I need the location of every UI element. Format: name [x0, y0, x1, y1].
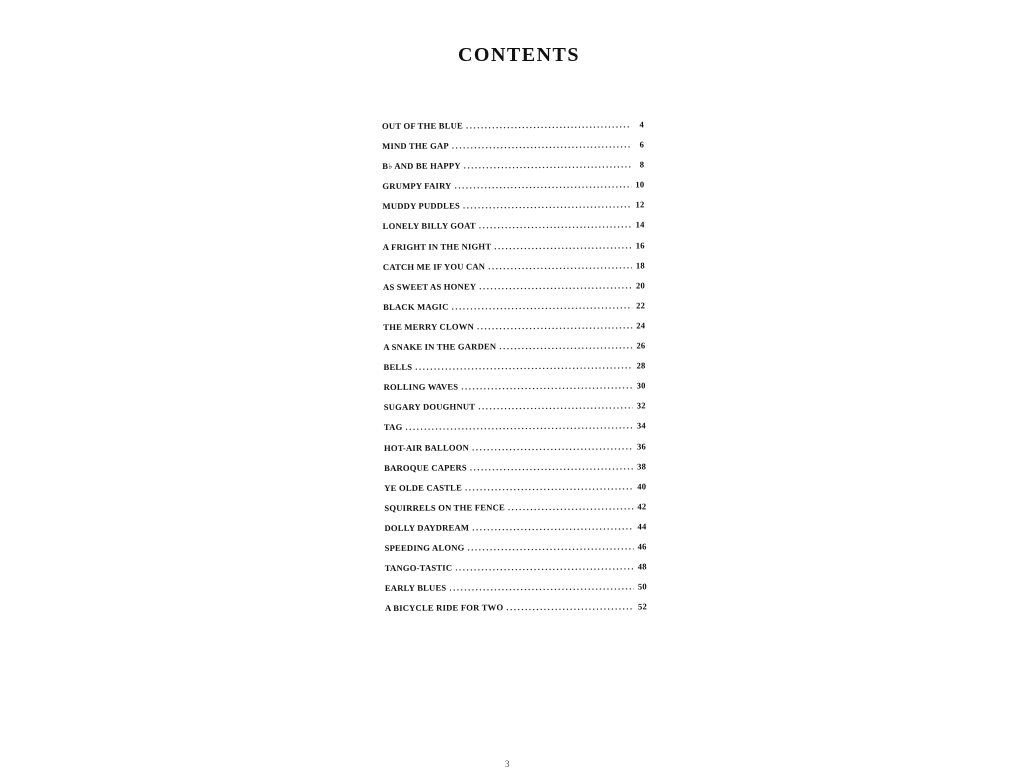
dot-leader: [405, 421, 632, 432]
toc-entry-title: TAG: [383, 422, 403, 433]
dot-leader: [452, 140, 631, 151]
toc-entry-title: MUDDY PUDDLES: [382, 200, 461, 212]
toc-entry-page: 8: [639, 159, 645, 170]
toc-entry-title: A BICYCLE RIDE FOR TWO: [384, 602, 504, 614]
dot-leader: [477, 320, 632, 331]
toc-entry-title: DOLLY DAYDREAM: [384, 522, 470, 533]
toc-entry[interactable]: [382, 200, 644, 222]
dot-leader: [461, 381, 632, 392]
toc-entry-page: 52: [637, 601, 648, 612]
table-of-contents: [382, 119, 647, 623]
toc-entry[interactable]: [385, 602, 647, 624]
dot-leader: [415, 361, 632, 372]
toc-entry-title: YE OLDE CASTLE: [384, 482, 463, 493]
dot-leader: [499, 341, 632, 352]
toc-entry-title: BAROQUE CAPERS: [384, 462, 467, 473]
toc-entry-page: 16: [635, 239, 645, 251]
toc-entry-page: 28: [636, 360, 646, 371]
toc-entry[interactable]: [383, 260, 645, 282]
dot-leader: [449, 582, 634, 593]
toc-entry-page: 48: [637, 561, 647, 572]
toc-entry-page: 22: [636, 300, 646, 311]
dot-leader: [452, 300, 633, 311]
toc-entry-title: LONELY BILLY GOAT: [382, 220, 476, 232]
dot-leader: [506, 602, 634, 613]
toc-entry[interactable]: [384, 521, 646, 543]
toc-entry[interactable]: [382, 160, 644, 182]
dot-leader: [472, 441, 633, 452]
dot-leader: [465, 481, 633, 492]
dot-leader: [467, 541, 633, 552]
toc-entry-title: MIND THE GAP: [382, 140, 449, 152]
toc-entry-page: 4: [639, 119, 645, 130]
dot-leader: [472, 521, 633, 532]
toc-entry[interactable]: [383, 320, 645, 342]
toc-entry-title: THE MERRY CLOWN: [383, 321, 475, 332]
toc-entry-title: HOT-AIR BALLOON: [383, 441, 470, 453]
toc-entry-page: 6: [639, 139, 645, 150]
dot-leader: [455, 180, 632, 191]
toc-entry-title: A FRIGHT IN THE NIGHT: [382, 240, 492, 252]
toc-entry[interactable]: [385, 561, 647, 583]
dot-leader: [488, 260, 632, 271]
toc-entry-title: TANGO-TASTIC: [384, 562, 453, 574]
toc-entry-page: 44: [637, 521, 647, 532]
toc-entry-page: 46: [637, 541, 647, 552]
toc-entry[interactable]: [383, 240, 645, 262]
dot-leader: [455, 562, 634, 573]
toc-entry[interactable]: [384, 481, 646, 503]
toc-entry[interactable]: [383, 340, 645, 362]
toc-entry-page: 10: [635, 179, 645, 190]
dot-leader: [464, 160, 632, 171]
toc-entry-title: CATCH ME IF YOU CAN: [382, 261, 486, 272]
dot-leader: [479, 220, 632, 231]
toc-entry[interactable]: [383, 280, 645, 302]
toc-entry-page: 14: [635, 219, 645, 230]
toc-entry-page: 38: [637, 460, 647, 472]
toc-entry[interactable]: [385, 541, 647, 563]
toc-entry-page: 34: [636, 420, 646, 431]
toc-entry-page: 12: [635, 199, 645, 210]
toc-entry-title: EARLY BLUES: [384, 582, 447, 594]
dot-leader: [494, 240, 632, 251]
toc-entry-page: 32: [636, 400, 646, 411]
dot-leader: [466, 119, 631, 130]
toc-entry[interactable]: [383, 361, 645, 383]
toc-entry-title: OUT OF THE BLUE: [382, 120, 463, 131]
dot-leader: [479, 280, 632, 291]
toc-entry[interactable]: [382, 119, 644, 141]
page-number: 3: [505, 759, 510, 768]
toc-entry[interactable]: [384, 501, 646, 523]
toc-entry[interactable]: [383, 220, 645, 242]
toc-entry-title: SQUIRRELS ON THE FENCE: [384, 502, 505, 513]
toc-entry[interactable]: [384, 461, 646, 483]
toc-entry-page: 40: [637, 481, 647, 492]
toc-entry[interactable]: [382, 180, 644, 202]
page-title: CONTENTS: [457, 44, 581, 66]
toc-entry-page: 30: [636, 380, 646, 391]
dot-leader: [470, 461, 633, 472]
toc-entry[interactable]: [384, 421, 646, 443]
toc-entry-title: AS SWEET AS HONEY: [382, 281, 477, 292]
toc-entry-page: 50: [637, 581, 647, 592]
toc-entry-title: SPEEDING ALONG: [384, 542, 465, 553]
toc-entry-title: BELLS: [383, 361, 413, 373]
dot-leader: [478, 401, 633, 412]
toc-entry-page: 20: [635, 280, 646, 291]
toc-entry-title: GRUMPY FAIRY: [382, 180, 452, 192]
toc-entry-page: 42: [637, 501, 647, 512]
toc-entry-page: 24: [636, 320, 646, 331]
toc-entry-title: A SNAKE IN THE GARDEN: [383, 341, 497, 353]
toc-entry[interactable]: [383, 300, 645, 322]
toc-entry-title: ROLLING WAVES: [383, 381, 459, 393]
toc-entry-title: B♭ AND BE HAPPY: [382, 160, 461, 172]
dot-leader: [463, 200, 632, 211]
toc-entry-title: SUGARY DOUGHNUT: [383, 401, 476, 413]
toc-entry-page: 36: [636, 440, 647, 451]
toc-entry[interactable]: [384, 441, 646, 463]
toc-entry-page: 26: [636, 340, 646, 351]
toc-entry[interactable]: [385, 582, 647, 604]
toc-entry[interactable]: [384, 401, 646, 423]
toc-entry-title: BLACK MAGIC: [383, 301, 449, 312]
toc-entry[interactable]: [384, 381, 646, 403]
dot-leader: [508, 501, 634, 512]
toc-entry[interactable]: [382, 139, 644, 161]
toc-entry-page: 18: [635, 260, 645, 271]
